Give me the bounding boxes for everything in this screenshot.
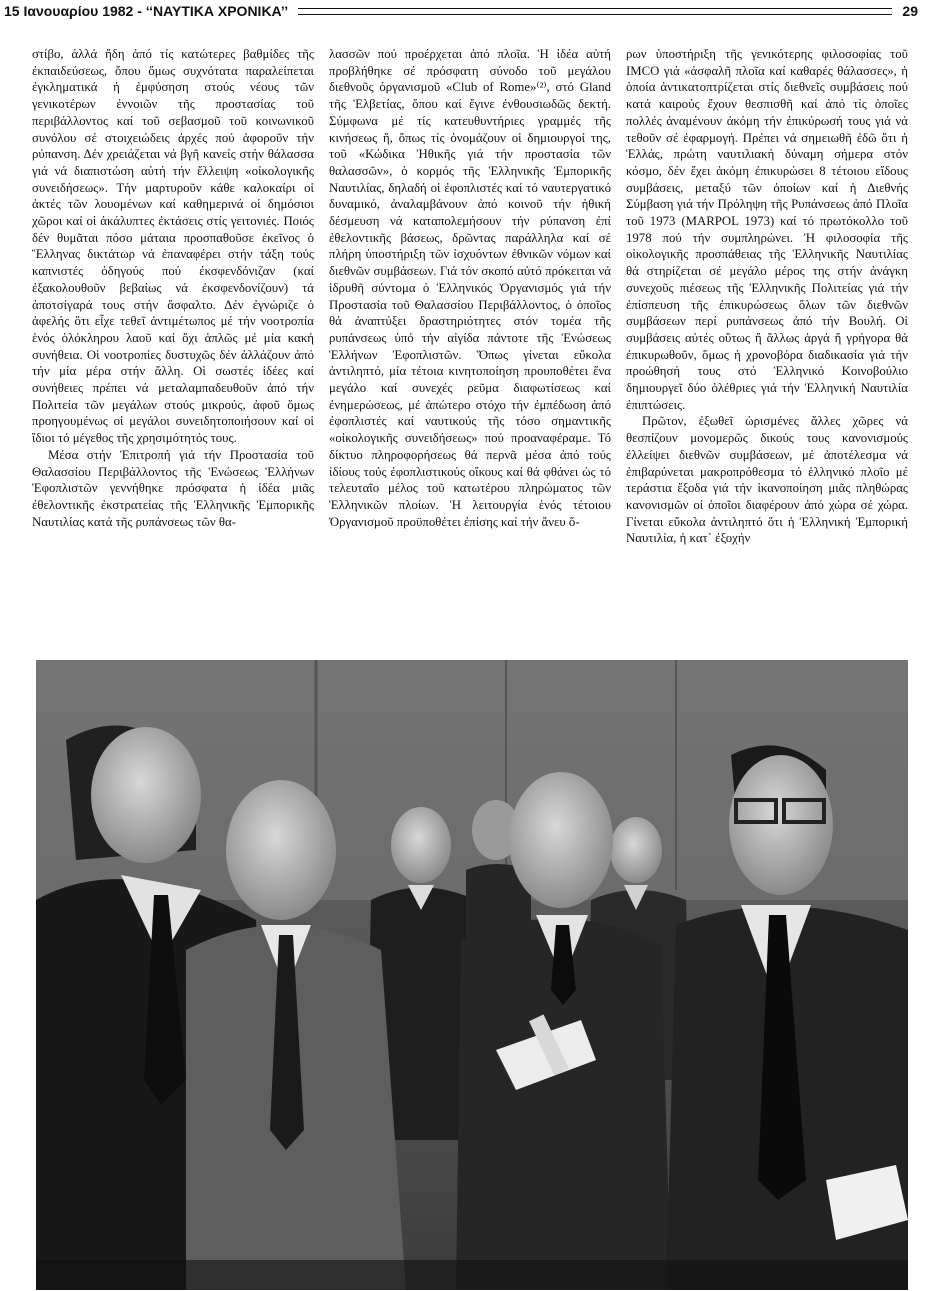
header-rule — [298, 8, 892, 15]
text-column-3 — [626, 46, 908, 658]
header-date-title: 15 Ιανουαρίου 1982 - ‘‘ΝΑΥΤΙΚΑ ΧΡΟΝΙΚΑ’’ — [4, 3, 289, 19]
text-column-1 — [32, 46, 314, 658]
paragraph: λασσῶν πού προέρχεται ἀπό πλοῖα. Ἡ ἰδέα αὐτή προβλήθηκε σέ πρόσφατη σύνοδο τοῦ μεγάλου διεθνοῦς ὀργανισμοῦ «Club of Rome»⁽²⁾, στό Gland τῆς Ἑλβετίας, ὅπου καί ἔγινε ἐνθουσιωδῶς δεκτή. Σύμφωνα μέ τίς κατευθυντήριες γραμμές τῆς κινήσεως ἤ, ὅπως τίς ὀνομάζουν οἱ δημιουργοί της, τοῦ «Κώδικα Ἠθικῆς γιά τήν προστασία τῶν θαλασσῶν», ὁ κορμός τῆς Ἑλληνικῆς Ἐμπορικῆς Ναυτιλίας, δηλαδή οἱ ἐφοπλιστές καί τό ναυτεργατικό δυναμικό, ἀναλαμβάνουν ἀπό κοινοῦ τήν ἠθική δέσμευση νά καταπολεμήσουν τήν ρύπανση ἐπί ἐθελοντικῆς βάσεως, δρῶντας παράλληλα καί σέ πλήρη ὑποστήριξη τῶν ἰσχυόντων ἐθνικῶν νόμων καί διεθνῶν συμβάσεων. Γιά τόν σκοπό αὐτό πρόκειται νά ἱδρυθῆ σύντομα ὁ Ἑλληνικός Ὀργανισμός γιά τήν Προστασία τοῦ Θαλασσίου Περιβάλλοντος, ὁ ὁποῖος θά ἀναπτύξει δραστηριότητες στόν τομέα τῆς ρυπάνσεως ὑπό τήν αἰγίδα πάντοτε τῆς Ἑνώσεως Ἑλλήνων Ἐφοπλιστῶν. Ὅπως γίνεται εὔκολα ἀντιληπτό, μία τέτοια κινητοποίηση προυποθέτει ἕνα μεγάλο καί συνεχές ρεῦμα διαφωτίσεως καί ἐνημερώσεως, μέ ἀπώτερο στόχο τήν ἐμπέδωση ἀπό ἐφοπλιστές καί ναυτικούς τῆς τόσο σημαντικῆς «οἰκολογικῆς συνειδήσεως» πού προαναφέραμε. Τό δίκτυο πληροφορήσεως θά περνᾶ μέσα ἀπό τούς ἰδίους τούς ἐφοπλιστικούς οἴκους καί θά φθάνει ὡς τό τελευταῖο μέλος τοῦ κατωτέρου πληρώματος τῶν Ἑλληνικῶν πλοίων. Ἡ λειτουργία ἑνός τέτοιου Ὀργανισμοῦ προϋποθέτει ἐπίσης καί τήν ἄνευ ὅ- — [329, 47, 611, 529]
page-header — [4, 0, 932, 22]
paragraph: Πρῶτον, ἐξωθεῖ ὡρισμένες ἄλλες χῶρες νά θεσπίζουν μονομερῶς δικούς τους κανονισμούς ἐλλείψει διεθνῶν συμβάσεων, μέ ἀποτέλεσμα νά ἐπιβαρύνεται μακροπρόθεσμα τό ἑλληνικό πλοῖο μέ τεράστια ἔξοδα γιά τήν ἱκανοποίηση μιᾶς πληθώρας κανονισμῶν οἱ ὁποῖοι διαφέρουν ἀπό χώρα σέ χώρα. Γίνεται εὔκολα ἀντιληπτό ὅτι ἡ Ἑλληνική Ἐμπορική Ναυτιλία, ἡ κατ᾽ ἐξοχήν — [626, 414, 908, 546]
article-columns — [32, 46, 908, 658]
group-photo — [36, 660, 908, 1290]
page-number: 29 — [902, 3, 918, 19]
paragraph: ρων ὑποστήριξη τῆς γενικότερης φιλοσοφίας τοῦ IMCO γιά «ἀσφαλῆ πλοῖα καί καθαρές θάλασσες», ἡ ὁποία ἀντικατοπτρίζεται στίς διεθνεῖς συμβάσεις πού κατά καιρούς ἔχουν θεσπισθῆ καί ἀπό τίς ὁποῖες πολλές ἀναμένουν ἀκόμη τήν ἐπικύρωσή τους γιά νά τεθοῦν σέ ἐφαρμογή. Πρέπει νά σημειωθῆ ἐδῶ ὅτι ἡ Ἑλλάς, πρώτη ναυτιλιακή δύναμη σήμερα στόν κόσμο, δέν ἔχει ἀκόμη ἐπικυρώσει 8 τέτοιου εἴδους συμβάσεις, μεταξύ τῶν ὁποίων καί ἡ Διεθνής Σύμβαση γιά τήν Πρόληψη τῆς Ρυπάνσεως ἀπό Πλοῖα τοῦ 1973 (MARPOL 1973) καί τό πρωτόκολλο τοῦ 1978 πού τήν συμπληρώνει. Ἡ φιλοσοφία τῆς οἰκολογικῆς προσπάθειας τῆς Ἑλληνικῆς Ναυτιλίας θά στηρίζεται σέ μεγάλο μέρος της στήν ἀνάγκη συνεχοῦς πιέσεως τῆς Ἑλληνικῆς Πολιτείας γιά τήν ἐπίσπευση τῆς ἐπικυρώσεως ὅλων τῶν διεθνῶν συμβάσεων περί ρυπάνσεως ἀπό τήν Βουλή. Οἱ συμβάσεις αὐτές οὕτως ἤ ἄλλως ἀργά ἤ γρήγορα θά ἐπικυρωθοῦν, ὅμως ἡ χρονοβόρα διαδικασία γιά τήν προώθησή τους στό Ἑλληνικό Κοινοβούλιο δημιουργεῖ δύο ὀλέθριες γιά τήν Ἑλληνική Ναυτιλία ἐπιπτώσεις. — [626, 47, 908, 412]
paragraph: στίβο, ἀλλά ἤδη ἀπό τίς κατώτερες βαθμίδες τῆς ἐκπαιδεύσεως, ὅπου ὅμως συχνότατα παραλείπεται ἐγκληματικά ἡ ἐμφύσηση στούς νέους τῶν γενικοτέρων ἐννοιῶν τῆς προστασίας τοῦ περιβάλλοντος καί τοῦ σεβασμοῦ τοῦ κοινωνικοῦ συνόλου σέ στοιχειώδεις ἀρχές πού ἀφοροῦν τήν ρύπανση. Δέν χρειάζεται νά βγῆ κανείς στήν θάλασσα γιά νά διαπιστώση αὐτή τήν ἔλλειψη «οἰκολογικῆς συνειδήσεως». Τήν μαρτυροῦν κάθε καλοκαίρι οἱ ἀκτές τῶν λουομένων καί καθημερινά οἱ δημόσιοι χῶροι καί οἱ ἀκάλυπτες ἐκτάσεις στίς γειτονιές. Ποιός δέν θυμᾶται πόσο μάταια προσπαθοῦσε ἐκεῖνος ὁ Ἕλληνας δικτάτωρ νά ἐπαναφέρει στήν τάξη τούς καπνιστές ὁδηγούς πού ἐκσφενδόνιζαν (καί ἐξακολουθοῦν βεβαίως νά ἐκσφενδονίζουν) τά ἀποτσίγαρά τους στήν ἄσφαλτο. Δέν ἐγνώριζε ὁ ἀφελής ὅτι εἶχε τεθεῖ ἀντιμέτωπος μέ τήν νοοτροπία ἑνός ὁλόκληρου λαοῦ καί ὄχι ἁπλῶς μέ μία κακή συνήθεια. Οἱ νοοτροπίες δυστυχῶς δέν ἀλλάζουν ἀπό τήν μία μέρα στήν ἄλλη. Οἱ σωστές ἰδέες καί συνήθειες πρέπει νά μεταλαμπαδευθοῦν ἀπό τήν Πολιτεία τῶν μεγάλων στούς μικρούς, ἀφοῦ ὅμως προηγουμένως οἱ μεγάλοι συνειδητοποιήσουν καί οἱ ἴδιοι τό μέγεθος τῆς χρησιμότητός τους. — [32, 47, 314, 446]
paragraph: Μέσα στήν Ἐπιτροπή γιά τήν Προστασία τοῦ Θαλασσίου Περιβάλλοντος τῆς Ἑνώσεως Ἑλλήνων Ἐφοπλιστῶν γεννήθηκε πρόσφατα ἡ ἰδέα μιᾶς ἐθελοντικῆς ἐκστρατείας τῆς Ἑλληνικῆς Ἐμπορικῆς Ναυτιλίας κατά τῆς ρυπάνσεως τῶν θα- — [32, 447, 314, 529]
text-column-2 — [329, 46, 611, 658]
